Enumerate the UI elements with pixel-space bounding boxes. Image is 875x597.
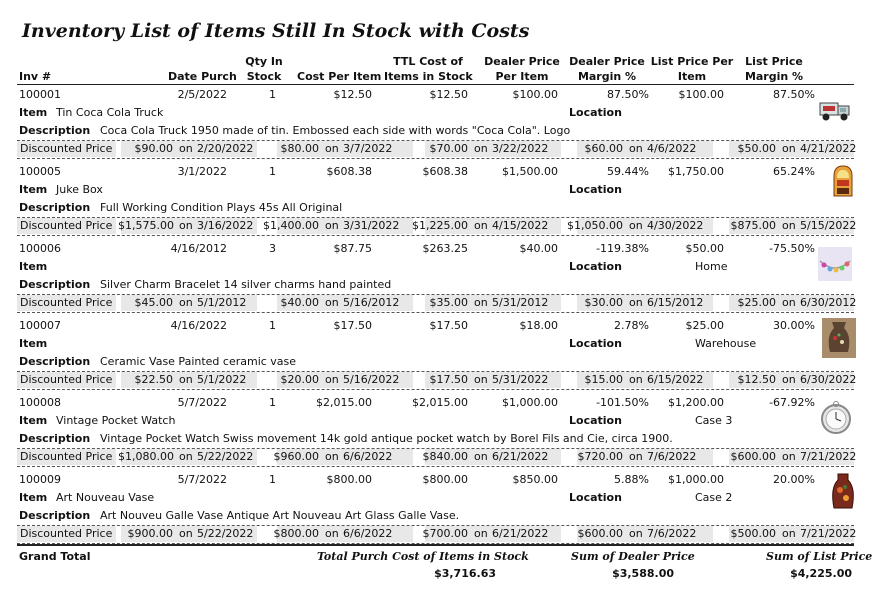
discount-on-label: on <box>629 219 643 232</box>
header-qty: Qty In Stock <box>245 55 283 83</box>
inv-number: 100009 <box>19 473 61 486</box>
discount-price: $600.00 <box>577 527 623 540</box>
discount-on-label: on <box>179 219 193 232</box>
discount-date: 6/21/2022 <box>492 450 549 463</box>
location-label: Location <box>569 414 622 427</box>
discount-on-label: on <box>325 373 339 386</box>
description-label: Description <box>19 432 91 445</box>
inv-number: 100007 <box>19 319 61 332</box>
discount-price: $720.00 <box>577 450 623 463</box>
ttl-cost: $17.50 <box>429 319 468 332</box>
location-value: Warehouse <box>695 337 757 350</box>
discount-date: 4/30/2022 <box>647 219 704 232</box>
discount-price: $20.00 <box>280 373 319 386</box>
discount-date: 3/16/2022 <box>197 219 254 232</box>
pocket-watch-icon <box>816 401 850 435</box>
ttl-cost: $12.50 <box>429 88 468 101</box>
location-value: Home <box>695 260 728 273</box>
discount-price: $800.00 <box>273 527 319 540</box>
discount-on-label: on <box>474 219 488 232</box>
discount-on-label: on <box>782 527 796 540</box>
grand-total-label: Grand Total <box>19 550 91 563</box>
discount-date: 5/31/2022 <box>492 373 549 386</box>
location-value: Case 2 <box>695 491 733 504</box>
sum-list-label: Sum of List Price <box>766 550 873 563</box>
discount-price: $40.00 <box>280 296 319 309</box>
discount-on-label: on <box>179 373 193 386</box>
list-margin: 20.00% <box>773 473 815 486</box>
discount-date: 4/21/2022 <box>800 142 857 155</box>
description-label: Description <box>19 201 91 214</box>
list-margin: 65.24% <box>773 165 815 178</box>
location-label: Location <box>569 106 622 119</box>
discount-price: $900.00 <box>127 527 173 540</box>
inv-number: 100005 <box>19 165 61 178</box>
dealer-margin: 5.88% <box>614 473 649 486</box>
cost-per-item: $608.38 <box>326 165 372 178</box>
band-bottom-line <box>17 158 854 159</box>
discount-on-label: on <box>325 527 339 540</box>
bracelet-icon <box>818 247 852 281</box>
discount-on-label: on <box>474 450 488 463</box>
qty-in-stock: 1 <box>269 165 276 178</box>
discount-date: 5/1/2012 <box>197 296 247 309</box>
discount-price: $70.00 <box>429 142 468 155</box>
discount-date: 5/22/2022 <box>197 527 254 540</box>
list-margin: -67.92% <box>769 396 815 409</box>
location-label: Location <box>569 491 622 504</box>
location-value: Case 3 <box>695 414 733 427</box>
description-label: Description <box>19 355 91 368</box>
discount-price: $45.00 <box>134 296 173 309</box>
discounted-price-label: Discounted Price <box>20 142 113 155</box>
discount-on-label: on <box>629 450 643 463</box>
discount-price: $960.00 <box>273 450 319 463</box>
date-purch: 5/7/2022 <box>177 473 227 486</box>
discount-date: 6/15/2022 <box>647 373 704 386</box>
item-label: Item <box>19 183 48 196</box>
discount-date: 5/1/2022 <box>197 373 247 386</box>
cost-per-item: $87.75 <box>333 242 372 255</box>
discount-date: 6/21/2022 <box>492 527 549 540</box>
discount-price: $50.00 <box>737 142 776 155</box>
list-margin: 30.00% <box>773 319 815 332</box>
discount-on-label: on <box>474 527 488 540</box>
discount-price: $600.00 <box>730 450 776 463</box>
discount-on-label: on <box>782 296 796 309</box>
header-dealer-margin: Dealer Price Margin % <box>569 55 645 83</box>
discount-on-label: on <box>629 373 643 386</box>
discount-date: 3/31/2022 <box>343 219 400 232</box>
discount-on-label: on <box>179 527 193 540</box>
page-title: Inventory List of Items Still In Stock with Costs <box>22 20 530 42</box>
discount-date: 6/15/2012 <box>647 296 704 309</box>
discount-on-label: on <box>782 142 796 155</box>
discount-price: $17.50 <box>429 373 468 386</box>
discount-date: 5/15/2022 <box>800 219 857 232</box>
discounted-price-label: Discounted Price <box>20 450 113 463</box>
list-price: $1,750.00 <box>668 165 724 178</box>
discount-price: $80.00 <box>280 142 319 155</box>
discount-date: 5/22/2022 <box>197 450 254 463</box>
discount-date: 7/6/2022 <box>647 527 697 540</box>
item-name: Juke Box <box>56 183 103 196</box>
discount-price: $90.00 <box>134 142 173 155</box>
discounted-price-label: Discounted Price <box>20 219 113 232</box>
discount-price: $15.00 <box>584 373 623 386</box>
location-label: Location <box>569 337 622 350</box>
discount-on-label: on <box>629 142 643 155</box>
header-date-purch: Date Purch <box>168 70 237 83</box>
dealer-margin: 59.44% <box>607 165 649 178</box>
location-label: Location <box>569 183 622 196</box>
header-inv: Inv # <box>19 70 52 83</box>
discount-on-label: on <box>629 296 643 309</box>
discount-date: 5/16/2012 <box>343 296 400 309</box>
dealer-price: $850.00 <box>512 473 558 486</box>
discount-price: $500.00 <box>730 527 776 540</box>
discount-on-label: on <box>179 296 193 309</box>
list-price: $1,000.00 <box>668 473 724 486</box>
discount-price: $1,400.00 <box>263 219 319 232</box>
discount-date: 7/21/2022 <box>800 527 857 540</box>
description-value: Full Working Condition Plays 45s All Original <box>100 201 343 214</box>
discount-date: 4/15/2022 <box>492 219 549 232</box>
dealer-price: $18.00 <box>519 319 558 332</box>
discount-on-label: on <box>629 527 643 540</box>
discount-price: $1,575.00 <box>118 219 174 232</box>
date-purch: 3/1/2022 <box>177 165 227 178</box>
qty-in-stock: 1 <box>269 396 276 409</box>
cost-per-item: $17.50 <box>333 319 372 332</box>
sum-list-value: $4,225.00 <box>790 567 852 580</box>
discount-price: $1,080.00 <box>118 450 174 463</box>
header-divider <box>17 84 854 85</box>
totals-divider <box>17 544 854 546</box>
description-value: Art Nouveu Galle Vase Antique Art Nouveau Art Glass Galle Vase. <box>100 509 460 522</box>
discount-date: 6/6/2022 <box>343 450 393 463</box>
cost-per-item: $12.50 <box>333 88 372 101</box>
header-cost-per-item: Cost Per Item <box>297 70 382 83</box>
discount-on-label: on <box>782 450 796 463</box>
discount-date: 5/16/2022 <box>343 373 400 386</box>
cost-per-item: $800.00 <box>326 473 372 486</box>
discount-price: $1,050.00 <box>567 219 623 232</box>
date-purch: 2/5/2022 <box>177 88 227 101</box>
description-value: Silver Charm Bracelet 14 silver charms hand painted <box>100 278 392 291</box>
ttl-cost: $800.00 <box>422 473 468 486</box>
discount-on-label: on <box>325 450 339 463</box>
band-bottom-line <box>17 389 854 390</box>
description-value: Coca Cola Truck 1950 made of tin. Embossed each side with words "Coca Cola". Logo <box>100 124 571 137</box>
list-price: $50.00 <box>685 242 724 255</box>
date-purch: 4/16/2012 <box>170 242 227 255</box>
dealer-price: $40.00 <box>519 242 558 255</box>
ttl-cost: $608.38 <box>422 165 468 178</box>
discount-on-label: on <box>474 373 488 386</box>
discount-date: 3/7/2022 <box>343 142 393 155</box>
description-label: Description <box>19 124 91 137</box>
discount-price: $875.00 <box>730 219 776 232</box>
header-ttl-cost: TTL Cost of Items in Stock <box>384 55 473 83</box>
discount-date: 4/6/2022 <box>647 142 697 155</box>
discount-price: $30.00 <box>584 296 623 309</box>
discount-on-label: on <box>474 296 488 309</box>
inv-number: 100008 <box>19 396 61 409</box>
discount-on-label: on <box>179 142 193 155</box>
discount-price: $700.00 <box>422 527 468 540</box>
dealer-price: $100.00 <box>512 88 558 101</box>
item-label: Item <box>19 337 48 350</box>
vase-icon <box>822 318 856 352</box>
band-bottom-line <box>17 466 854 467</box>
dealer-margin: -101.50% <box>596 396 649 409</box>
discount-date: 6/6/2022 <box>343 527 393 540</box>
discount-date: 2/20/2022 <box>197 142 254 155</box>
discount-date: 6/30/2012 <box>800 296 857 309</box>
discount-price: $840.00 <box>422 450 468 463</box>
inv-number: 100006 <box>19 242 61 255</box>
discount-price: $12.50 <box>737 373 776 386</box>
item-label: Item <box>19 260 48 273</box>
dealer-price: $1,500.00 <box>502 165 558 178</box>
total-purch-label: Total Purch Cost of Items in Stock <box>317 550 529 563</box>
qty-in-stock: 3 <box>269 242 276 255</box>
discount-price: $60.00 <box>584 142 623 155</box>
list-price: $100.00 <box>678 88 724 101</box>
qty-in-stock: 1 <box>269 319 276 332</box>
item-name: Art Nouveau Vase <box>56 491 155 504</box>
dealer-margin: 2.78% <box>614 319 649 332</box>
discounted-price-label: Discounted Price <box>20 527 113 540</box>
art-vase-icon <box>826 472 860 506</box>
item-label: Item <box>19 414 48 427</box>
discount-date: 6/30/2022 <box>800 373 857 386</box>
inv-number: 100001 <box>19 88 61 101</box>
discount-price: $35.00 <box>429 296 468 309</box>
item-name: Tin Coca Cola Truck <box>56 106 164 119</box>
item-name: Vintage Pocket Watch <box>56 414 176 427</box>
list-price: $25.00 <box>685 319 724 332</box>
truck-icon <box>818 93 852 127</box>
discount-on-label: on <box>474 142 488 155</box>
discount-on-label: on <box>325 142 339 155</box>
date-purch: 5/7/2022 <box>177 396 227 409</box>
list-margin: 87.50% <box>773 88 815 101</box>
band-bottom-line <box>17 312 854 313</box>
discount-price: $25.00 <box>737 296 776 309</box>
sum-dealer-value: $3,588.00 <box>612 567 674 580</box>
qty-in-stock: 1 <box>269 473 276 486</box>
location-label: Location <box>569 260 622 273</box>
discount-date: 3/22/2022 <box>492 142 549 155</box>
item-label: Item <box>19 491 48 504</box>
discount-on-label: on <box>782 219 796 232</box>
list-price: $1,200.00 <box>668 396 724 409</box>
dealer-margin: -119.38% <box>596 242 649 255</box>
discount-on-label: on <box>179 450 193 463</box>
dealer-price: $1,000.00 <box>502 396 558 409</box>
ttl-cost: $2,015.00 <box>412 396 468 409</box>
description-label: Description <box>19 278 91 291</box>
discounted-price-label: Discounted Price <box>20 296 113 309</box>
discount-on-label: on <box>325 296 339 309</box>
cost-per-item: $2,015.00 <box>316 396 372 409</box>
header-list-price: List Price Per Item <box>650 55 734 83</box>
description-label: Description <box>19 509 91 522</box>
discount-price: $1,225.00 <box>412 219 468 232</box>
dealer-margin: 87.50% <box>607 88 649 101</box>
discount-on-label: on <box>782 373 796 386</box>
qty-in-stock: 1 <box>269 88 276 101</box>
total-purch-value: $3,716.63 <box>434 567 496 580</box>
discount-date: 7/21/2022 <box>800 450 857 463</box>
ttl-cost: $263.25 <box>422 242 468 255</box>
band-bottom-line <box>17 235 854 236</box>
header-dealer-price: Dealer Price Per Item <box>484 55 560 83</box>
header-list-margin: List Price Margin % <box>744 55 804 83</box>
discount-on-label: on <box>325 219 339 232</box>
description-value: Vintage Pocket Watch Swiss movement 14k gold antique pocket watch by Borel Fils and Cie, circa 1900. <box>100 432 673 445</box>
list-margin: -75.50% <box>769 242 815 255</box>
date-purch: 4/16/2022 <box>170 319 227 332</box>
discount-date: 5/31/2012 <box>492 296 549 309</box>
jukebox-icon <box>826 164 860 198</box>
discounted-price-label: Discounted Price <box>20 373 113 386</box>
discount-price: $22.50 <box>134 373 173 386</box>
item-label: Item <box>19 106 48 119</box>
sum-dealer-label: Sum of Dealer Price <box>571 550 695 563</box>
discount-date: 7/6/2022 <box>647 450 697 463</box>
description-value: Ceramic Vase Painted ceramic vase <box>100 355 297 368</box>
